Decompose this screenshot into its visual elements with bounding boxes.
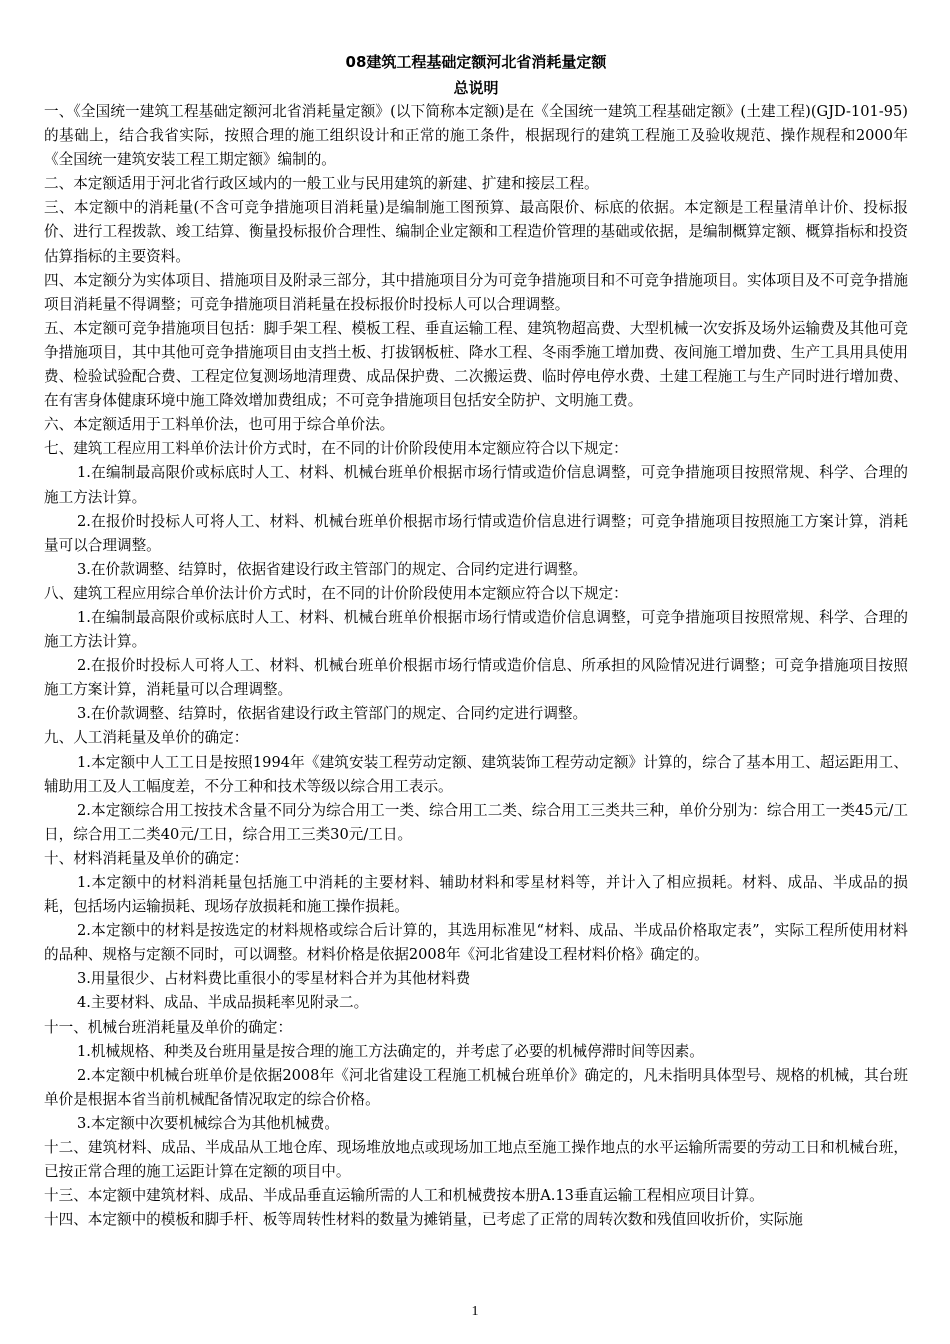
document-title: 08建筑工程基础定额河北省消耗量定额	[345, 53, 607, 71]
paragraph: 2.在报价时投标人可将人工、材料、机械台班单价根据市场行情或造价信息进行调整；可竞争措施项目按照施工方案计算，消耗量可以合理调整。	[44, 512, 908, 554]
paragraph: 十一、机械台班消耗量及单价的确定：	[44, 1018, 293, 1036]
paragraph: 九、人工消耗量及单价的确定：	[44, 729, 249, 747]
paragraph: 四、本定额分为实体项目、措施项目及附录三部分，其中措施项目分为可竞争措施项目和不可竞争措施项目。实体项目及不可竞争措施项目消耗量不得调整；可竞争措施项目消耗量在投标报价时投标人可以合理调整。	[44, 271, 908, 313]
paragraph: 1.在编制最高限价或标底时人工、材料、机械台班单价根据市场行情或造价信息调整，可竞争措施项目按照常规、科学、合理的施工方法计算。	[44, 608, 908, 651]
paragraph: 十二、建筑材料、成品、半成品从工地仓库、现场堆放地点或现场加工地点至施工操作地点的水平运输所需要的劳动工日和机械台班，已按正常合理的施工运距计算在定额的项目中。	[44, 1139, 908, 1181]
paragraph: 七、建筑工程应用工料单价法计价方式时，在不同的计价阶段使用本定额应符合以下规定：	[44, 440, 628, 458]
paragraph: 3.在价款调整、结算时，依据省建设行政主管部门的规定、合同约定进行调整。	[77, 705, 588, 723]
paragraph: 十三、本定额中建筑材料、成品、半成品垂直运输所需的人工和机械费按本册A.13垂直运输工程相应项目计算。	[44, 1187, 764, 1205]
paragraph: 1.机械规格、种类及台班用量是按合理的施工方法确定的，并考虑了必要的机械停滞时间等因素。	[77, 1042, 704, 1060]
paragraph: 2.在报价时投标人可将人工、材料、机械台班单价根据市场行情或造价信息、所承担的风险情况进行调整；可竞争措施项目按照施工方案计算，消耗量可以合理调整。	[44, 657, 908, 699]
paragraph: 3.在价款调整、结算时，依据省建设行政主管部门的规定、合同约定进行调整。	[77, 560, 588, 578]
document-subtitle: 总说明	[453, 79, 499, 97]
paragraph: 一、《全国统一建筑工程基础定额河北省消耗量定额》(以下简称本定额)是在《全国统一建筑工程基础定额》(土建工程)(GJD-101-95)的基础上，结合我省实际，按照合理的施工组织设计和正常的施工条件，根据现行的建筑工程施工及验收规范、操作规程和2000年《全国统一建筑安装工程工期定额》编制的。	[44, 103, 908, 169]
paragraph: 4.主要材料、成品、半成品损耗率见附录二。	[77, 994, 369, 1012]
paragraph: 1.本定额中人工工日是按照1994年《建筑安装工程劳动定额、建筑装饰工程劳动定额》计算的，综合了基本用工、超运距用工、辅助用工及人工幅度差，不分工种和技术等级以综合用工表示。	[44, 753, 908, 795]
paragraph: 三、本定额中的消耗量(不含可竞争措施项目消耗量)是编制施工图预算、最高限价、标底的依据。本定额是工程量清单计价、投标报价、进行工程拨款、竣工结算、衡量投标报价合理性、编制企业定额和工程造价管理的基础或依据，是编制概算定额、概算指标和投资估算指标的主要资料。	[44, 199, 908, 265]
paragraph: 二、本定额适用于河北省行政区域内的一般工业与民用建筑的新建、扩建和接层工程。	[44, 175, 599, 193]
paragraph: 2.本定额中机械台班单价是依据2008年《河北省建设工程施工机械台班单价》确定的，凡未指明具体型号、规格的机械，其台班单价是根据本省当前机械配备情况取定的综合价格。	[44, 1066, 908, 1108]
paragraph: 3.本定额中次要机械综合为其他机械费。	[77, 1114, 340, 1132]
document-body	[44, 100, 908, 1232]
page-number: 1	[471, 1304, 479, 1319]
paragraph: 3.用量很少、占材料费比重很小的零星材料合并为其他材料费	[77, 970, 471, 988]
paragraph: 1.在编制最高限价或标底时人工、材料、机械台班单价根据市场行情或造价信息调整，可竞争措施项目按照常规、科学、合理的施工方法计算。	[44, 464, 908, 506]
paragraph: 2.本定额综合用工按技术含量不同分为综合用工一类、综合用工二类、综合用工三类共三种，单价分别为：综合用工一类45元/工日，综合用工二类40元/工日，综合用工三类30元/工日。	[44, 801, 908, 843]
paragraph: 八、建筑工程应用综合单价法计价方式时，在不同的计价阶段使用本定额应符合以下规定：	[44, 584, 628, 602]
paragraph: 2.本定额中的材料是按选定的材料规格或综合后计算的，其选用标准见“材料、成品、半成品价格取定表”，实际工程所使用材料的品种、规格与定额不同时，可以调整。材料价格是依据2008年《河北省建设工程材料价格》确定的。	[44, 922, 908, 964]
paragraph: 十、材料消耗量及单价的确定：	[44, 849, 249, 867]
paragraph: 五、本定额可竞争措施项目包括：脚手架工程、模板工程、垂直运输工程、建筑物超高费、大型机械一次安拆及场外运输费及其他可竞争措施项目，其中其他可竞争措施项目由支挡土板、打拔钢板桩、降水工程、冬雨季施工增加费、夜间施工增加费、生产工具用具使用费、检验试验配合费、工程定位复测场地清理费、成品保护费、二次搬运费、临时停电停水费、土建工程施工与生产同时进行增加费、在有害身体健康环境中施工降效增加费组成；不可竞争措施项目包括安全防护、文明施工费。	[44, 319, 908, 410]
paragraph: 十四、本定额中的模板和脚手杆、板等周转性材料的数量为摊销量，已考虑了正常的周转次数和残值回收折价，实际施	[44, 1211, 803, 1229]
paragraph: 1.本定额中的材料消耗量包括施工中消耗的主要材料、辅助材料和零星材料等，并计入了相应损耗。材料、成品、半成品的损耗，包括场内运输损耗、现场存放损耗和施工操作损耗。	[44, 874, 908, 916]
paragraph: 六、本定额适用于工料单价法，也可用于综合单价法。	[44, 416, 395, 434]
